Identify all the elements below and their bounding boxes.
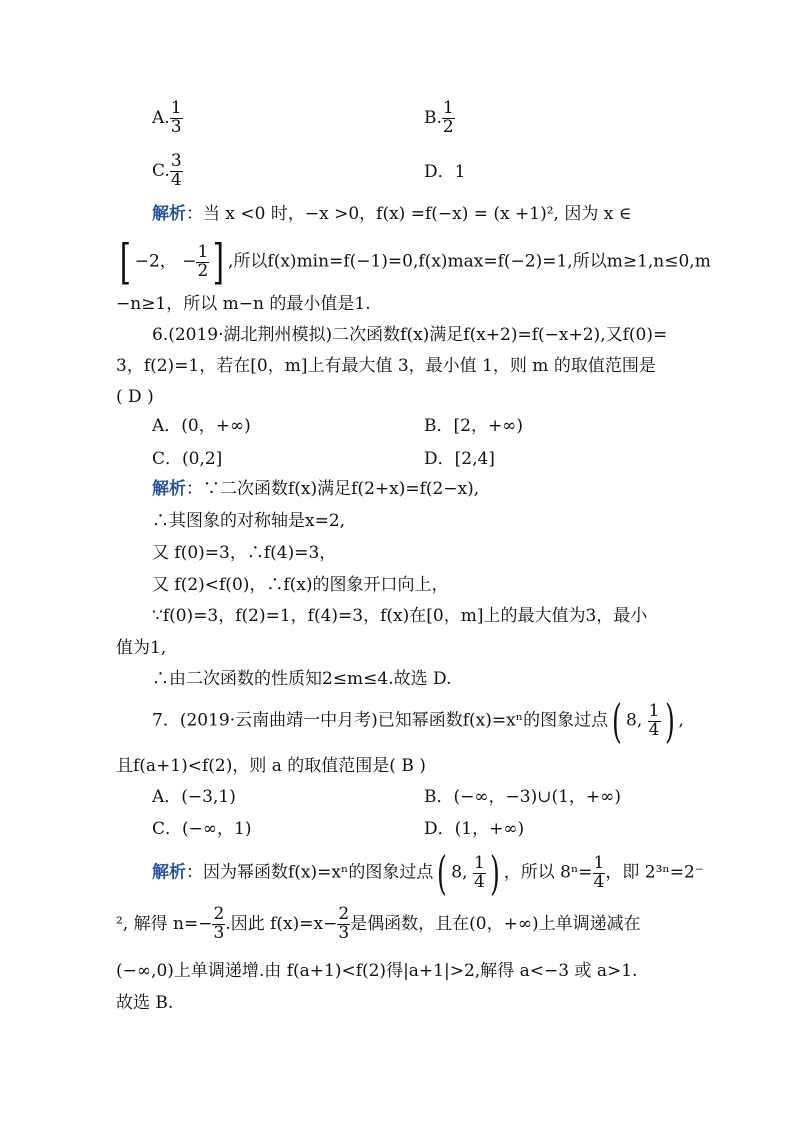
q7-option-c: C．(−∞，1)	[152, 819, 252, 839]
q7-solution-label: 解析	[152, 862, 186, 883]
q7-option-d: D．(1，+∞)	[424, 819, 525, 839]
q6-stem-line-1: 6.(2019·湖北荆州模拟)二次函数f(x)满足f(x+2)=f(−x+2),又f(0)=	[152, 325, 668, 345]
q6-solution-line-3: 又 f(0)=3，∴f(4)=3，	[152, 543, 337, 563]
left-paren: (	[437, 846, 448, 900]
q5-solution-line-2: [ −2， − $\frac{1}{2}$ ] ,所以f(x)min=f(−1)=0,f(x)max=f(−2)=1,所以m≥1,n≤0,m	[119, 234, 711, 290]
q6-solution-line-5: ∵f(0)=3，f(2)=1，f(4)=3，f(x)在[0，m]上的最大值为3，最小	[152, 606, 648, 626]
q5-option-a-fraction: $\frac{1}{3}$	[170, 98, 182, 137]
q6-option-b: B．[2，+∞)	[424, 416, 523, 436]
q7-stem-line-2: 且f(a+1)<f(2)，则 a 的取值范围是( B )	[116, 756, 426, 776]
q7-solution-line-3: (−∞,0)上单调递增.由 f(a+1)<f(2)得|a+1|>2,解得 a<−3 或 a>1.	[116, 961, 638, 981]
q7-solution-fraction: $\frac{1}{4}$	[593, 852, 605, 892]
q6-solution-label: 解析	[152, 479, 186, 499]
q5-solution-line-1: 解析：当 x <0 时，−x >0，f(x) =f(−x) = (x +1)², 因为 x ∈	[152, 204, 632, 224]
q6-solution-line-6: 值为1,	[116, 638, 167, 658]
left-bracket: [	[119, 234, 131, 290]
q7-solution-line-4: 故选 B.	[116, 993, 174, 1013]
q5-option-c	[152, 153, 183, 190]
q7-option-a: A．(−3,1)	[152, 787, 236, 807]
q6-solution-line-4: 又 f(2)<f(0)，∴f(x)的图象开口向上，	[152, 575, 449, 595]
q5-option-b-fraction: $\frac{1}{2}$	[442, 98, 454, 137]
q5-option-c-fraction: $\frac{3}{4}$	[170, 151, 182, 190]
q6-option-a: A．(0，+∞)	[152, 416, 251, 436]
q5-option-a	[152, 100, 183, 137]
left-paren: (	[612, 694, 622, 748]
right-paren: )	[664, 694, 675, 748]
q5-option-b-label: B.	[424, 107, 442, 128]
q7-solution-point-fraction: $\frac{1}{4}$	[473, 852, 485, 892]
q5-solution-label: 解析	[152, 204, 186, 224]
q5-option-c-label: C.	[152, 160, 170, 181]
q6-solution-line-1: 解析：∵二次函数f(x)满足f(2+x)=f(2−x),	[152, 479, 480, 499]
q7-point-fraction: $\frac{1}{4}$	[648, 700, 660, 740]
q7-solution-line-1: 解析：因为幂函数f(x)=xⁿ的图象过点( 8, $\frac{1}{4}$ ) ，所以 8ⁿ= $\frac{1}{4}$ ，即 2³ⁿ=2⁻	[152, 846, 704, 900]
q7-stem-line-1: 7．(2019·云南曲靖一中月考)已知幂函数f(x)=xⁿ的图象过点( 8, $\frac{1}{4}$ ) ,	[152, 694, 684, 748]
q7-exponent-fraction-2: $\frac{2}{3}$	[338, 904, 350, 943]
q6-solution-line-2: ∴其图象的对称轴是x=2,	[152, 511, 346, 531]
q7-exponent-fraction: $\frac{2}{3}$	[213, 904, 225, 943]
q5-solution-line-3: −n≥1，所以 m−n 的最小值是1.	[116, 294, 371, 314]
q5-interval-fraction: $\frac{1}{2}$	[197, 241, 209, 281]
q5-option-a-label: A.	[152, 107, 170, 128]
q5-option-b	[424, 100, 455, 137]
q6-stem-line-2: 3，f(2)=1，若在[0，m]上有最大值 3，最小值 1，则 m 的取值范围是	[116, 356, 656, 376]
q6-solution-line-7: ∴由二次函数的性质知2≤m≤4.故选 D.	[152, 669, 452, 689]
right-paren: )	[489, 846, 500, 900]
q6-answer: ( D )	[116, 387, 154, 407]
right-bracket: ]	[213, 234, 225, 290]
q7-option-b: B．(−∞，−3)∪(1，+∞)	[424, 787, 621, 807]
q6-option-c: C．(0,2]	[152, 449, 223, 469]
q7-solution-line-2: ², 解得 n=− $\frac{2}{3}$ .因此 f(x)=x− $\frac{2}{3}$ 是偶函数，且在(0，+∞)上单调递减在	[116, 904, 641, 943]
q5-option-d: D．1	[424, 162, 466, 182]
q6-option-d: D．[2,4]	[424, 449, 495, 469]
